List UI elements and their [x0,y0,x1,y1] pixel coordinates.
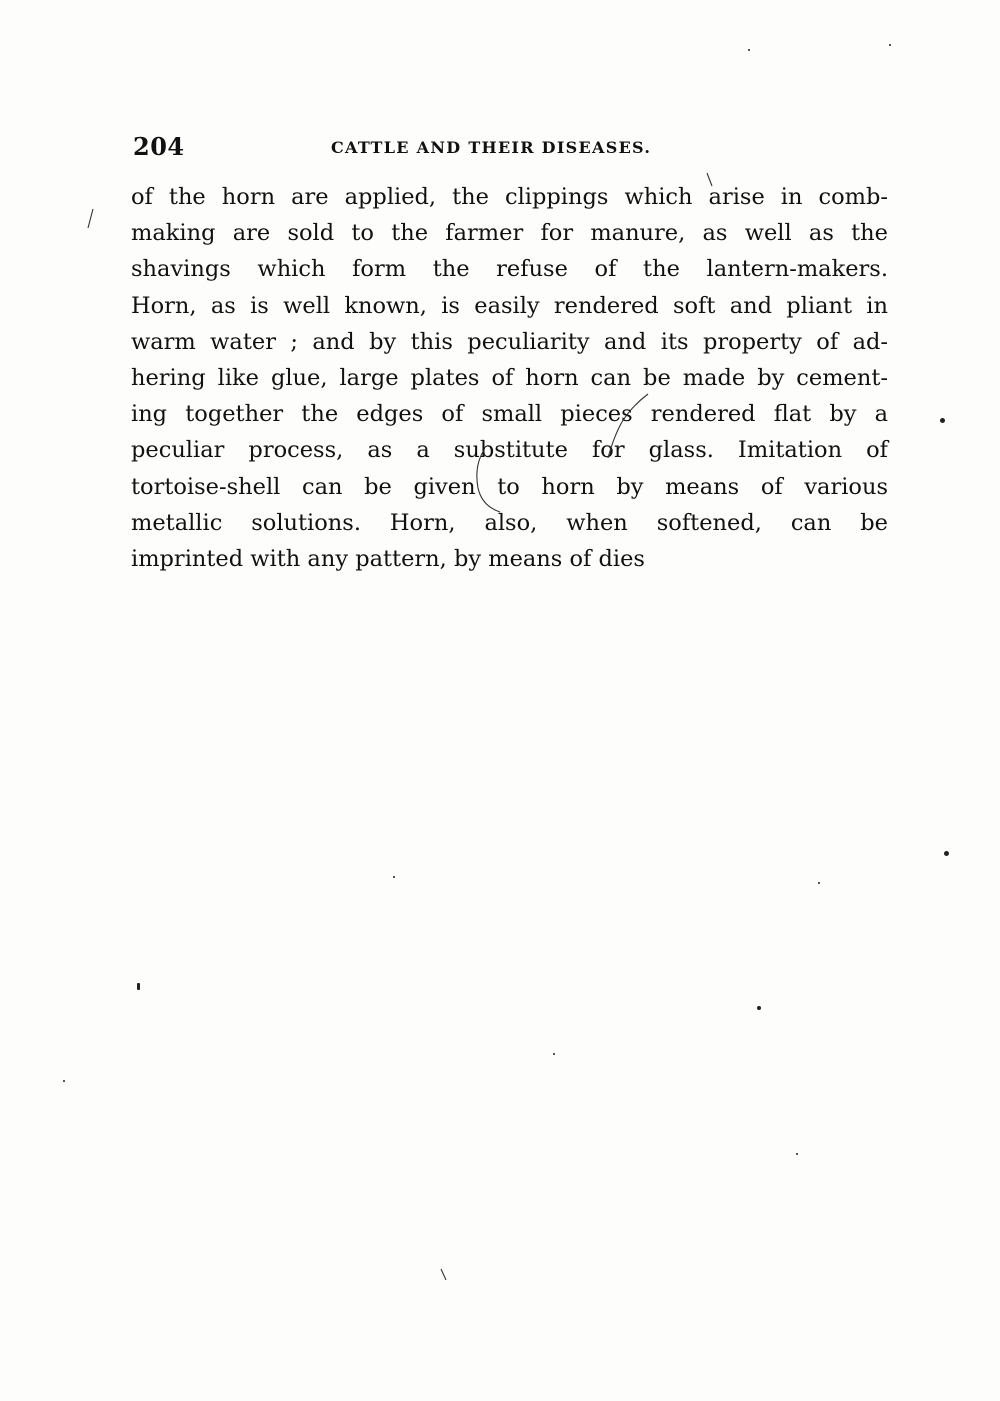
scan-speck [553,1053,555,1055]
scan-speck [796,1153,798,1155]
scan-speck [63,1080,65,1082]
body-text [131,179,888,577]
scan-speck [393,876,395,878]
pencil-mark [470,448,510,516]
scan-speck [889,44,891,46]
text-line: hering like glue, large plates of horn can be made by cement- [131,364,888,391]
text-line: tortoise-shell can be given to horn by means of various [131,473,888,500]
text-line: ing together the edges of small pieces rendered flat by a [131,401,888,428]
scan-speck [757,1006,761,1010]
pencil-mark [706,172,714,188]
pencil-mark [592,392,652,464]
scan-speck [818,882,820,884]
text-line: peculiar process, as a substitute for glass. Imitation of [131,437,888,464]
scan-speck [944,851,949,856]
text-line: metallic solutions. Horn, also, when softened, can be [131,509,888,536]
scan-speck [137,983,140,990]
running-title: CATTLE AND THEIR DISEASES. [331,138,652,157]
scan-speck [940,418,945,423]
pencil-mark [440,1268,448,1282]
running-head [133,132,893,164]
text-line: warm water ; and by this peculiarity and its property of ad- [131,328,888,355]
page-number: 204 [133,132,185,161]
scan-speck [748,49,750,51]
text-line: shavings which form the refuse of the lantern-makers. [131,256,888,283]
text-line: of the horn are applied, the clippings which arise in comb- [131,184,888,210]
text-line: imprinted with any pattern, by means of dies [131,545,645,572]
text-line: Horn, as is well known, is easily rendered soft and pliant in [131,292,888,319]
text-line: making are sold to the farmer for manure, as well as the [131,220,888,247]
pencil-mark [86,208,96,230]
